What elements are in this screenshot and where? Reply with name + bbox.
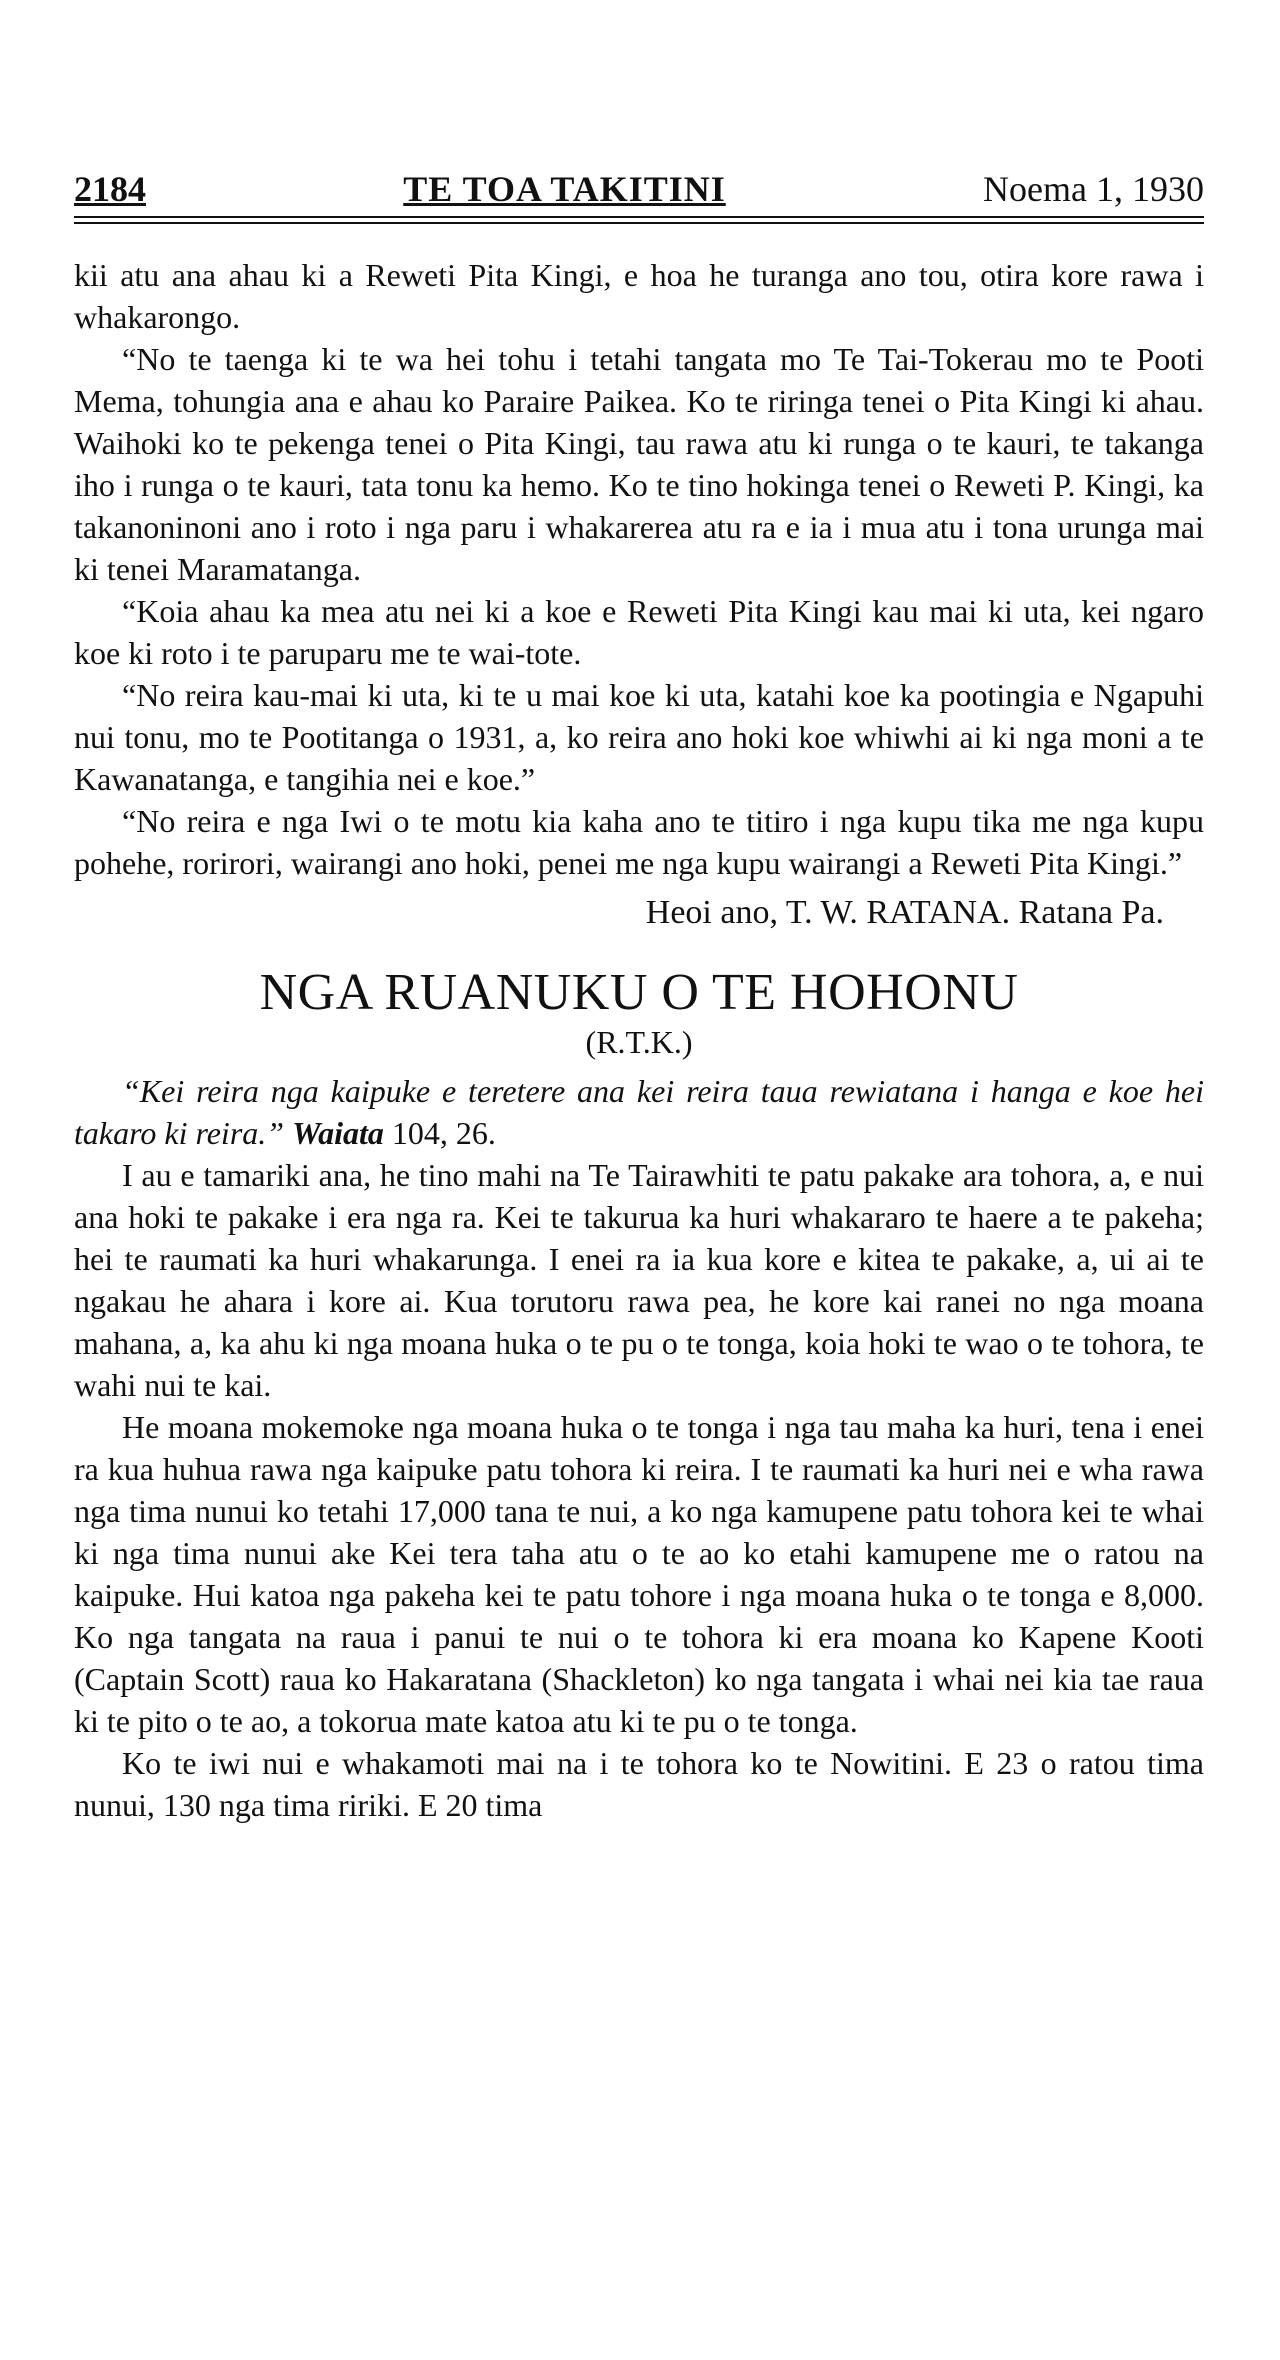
article-byline: (R.T.K.) — [585, 1024, 693, 1060]
letter-paragraph-3: “Koia ahau ka mea atu nei ki a koe e Reweti Pita Kingi kau mai ki uta, kei ngaro koe ki roto i te paruparu me te wai-tote. — [74, 593, 1204, 671]
scripture-verse — [74, 1070, 1204, 1154]
article-paragraph-2: He moana mokemoke nga moana huka o te tonga i nga tau maha ka huri, tena i enei ra kua huhua rawa nga kaipuke patu tohora ki reira. I te raumati ka huri nei e wha rawa nga tima nunui ko tetahi 17,000 tana te nui, a ko nga kamupene patu tohora kei te whai ki nga tima nunui ake Kei tera taha atu o te ao ko etahi kamupene me o ratou na kaipuke. Hui katoa nga pakeha kei te patu tohore i nga moana huka o te tonga e 8,000. Ko nga tangata na raua i panui te nui o te tohora ki era moana ko Kapene Kooti (Captain Scott) raua ko Hakaratana (Shackleton) ko nga tangata i whai nei kia tae raua ki te pito o te ao, a tokorua mate katoa atu ki te pu o te tonga. — [74, 1409, 1204, 1739]
issue-date: Noema 1, 1930 — [983, 169, 1204, 209]
letter-paragraph-1: kii atu ana ahau ki a Reweti Pita Kingi, e hoa he turanga ano tou, otira kore rawa i whakarongo. — [74, 257, 1204, 335]
verse-source: Waiata — [292, 1115, 384, 1151]
publication-title: TE TOA TAKITINI — [403, 169, 726, 209]
article-paragraph-3: Ko te iwi nui e whakamoti mai na i te tohora ko te Nowitini. E 23 o ratou tima nunui, 130 nga tima ririki. E 20 tima — [74, 1745, 1204, 1823]
letter-paragraph-2: “No te taenga ki te wa hei tohu i tetahi tangata mo Te Tai-Tokerau mo te Pooti Mema, tohungia ana e ahau ko Paraire Paikea. Ko te riringa tenei o Pita Kingi ki ahau. Waihoki ko te pekenga tenei o Pita Kingi, tau rawa atu ki runga o te kauri, te takanga iho i runga o te kauri, tata tonu ka hemo. Ko te tino hokinga tenei o Reweti P. Kingi, ka takanoninoni ano i roto i nga paru i whakarerea atu ra e ia i mua atu i tona urunga mai ki tenei Maramatanga. — [74, 341, 1204, 587]
letter-paragraph-5: “No reira e nga Iwi o te motu kia kaha ano te titiro i nga kupu tika me nga kupu pohehe, rorirori, wairangi ano hoki, penei me nga kupu wairangi a Reweti Pita Kingi.” — [74, 803, 1204, 881]
letter-paragraph-4: “No reira kau-mai ki uta, ki te u mai koe ki uta, katahi koe ka pootingia e Ngapuhi nui tonu, mo te Pootitanga o 1931, a, ko reira ano hoki koe whiwhi ai ki nga moni a te Kawanatanga, e tangihia nei e koe.” — [74, 677, 1204, 797]
header-rule — [74, 222, 1204, 224]
article-heading: NGA RUANUKU O TE HOHONU — [259, 964, 1019, 1021]
letter-signoff: Heoi ano, T. W. RATANA. Ratana Pa. — [645, 894, 1164, 931]
verse-text: “Kei reira nga kaipuke e teretere ana kei reira taua rewiatana i hanga e koe hei takaro ki reira.” — [74, 1073, 1204, 1151]
page-number: 2184 — [74, 169, 146, 209]
article-section — [74, 964, 1204, 1826]
running-header — [74, 168, 1204, 218]
verse-reference — [292, 1115, 496, 1151]
article-paragraph-1: I au e tamariki ana, he tino mahi na Te Tairawhiti te patu pakake ara tohora, a, e nui ana hoki te pakake i era nga ra. Kei te takurua ka huri whakararo te haere a te pakeha; hei te raumati ka huri whakarunga. I enei ra ia kua kore e kitea te pakake, a, ui ai te ngakau he ahara i kore ai. Kua torutoru rawa pea, he kore kai ranei no nga moana mahana, a, ka ahu ki nga moana huka o te pu o te tonga, koia hoki te wao o te tohora, te wahi nui te kai. — [74, 1157, 1204, 1403]
verse-number: 104, 26. — [391, 1115, 496, 1151]
letter-section — [74, 254, 1204, 936]
